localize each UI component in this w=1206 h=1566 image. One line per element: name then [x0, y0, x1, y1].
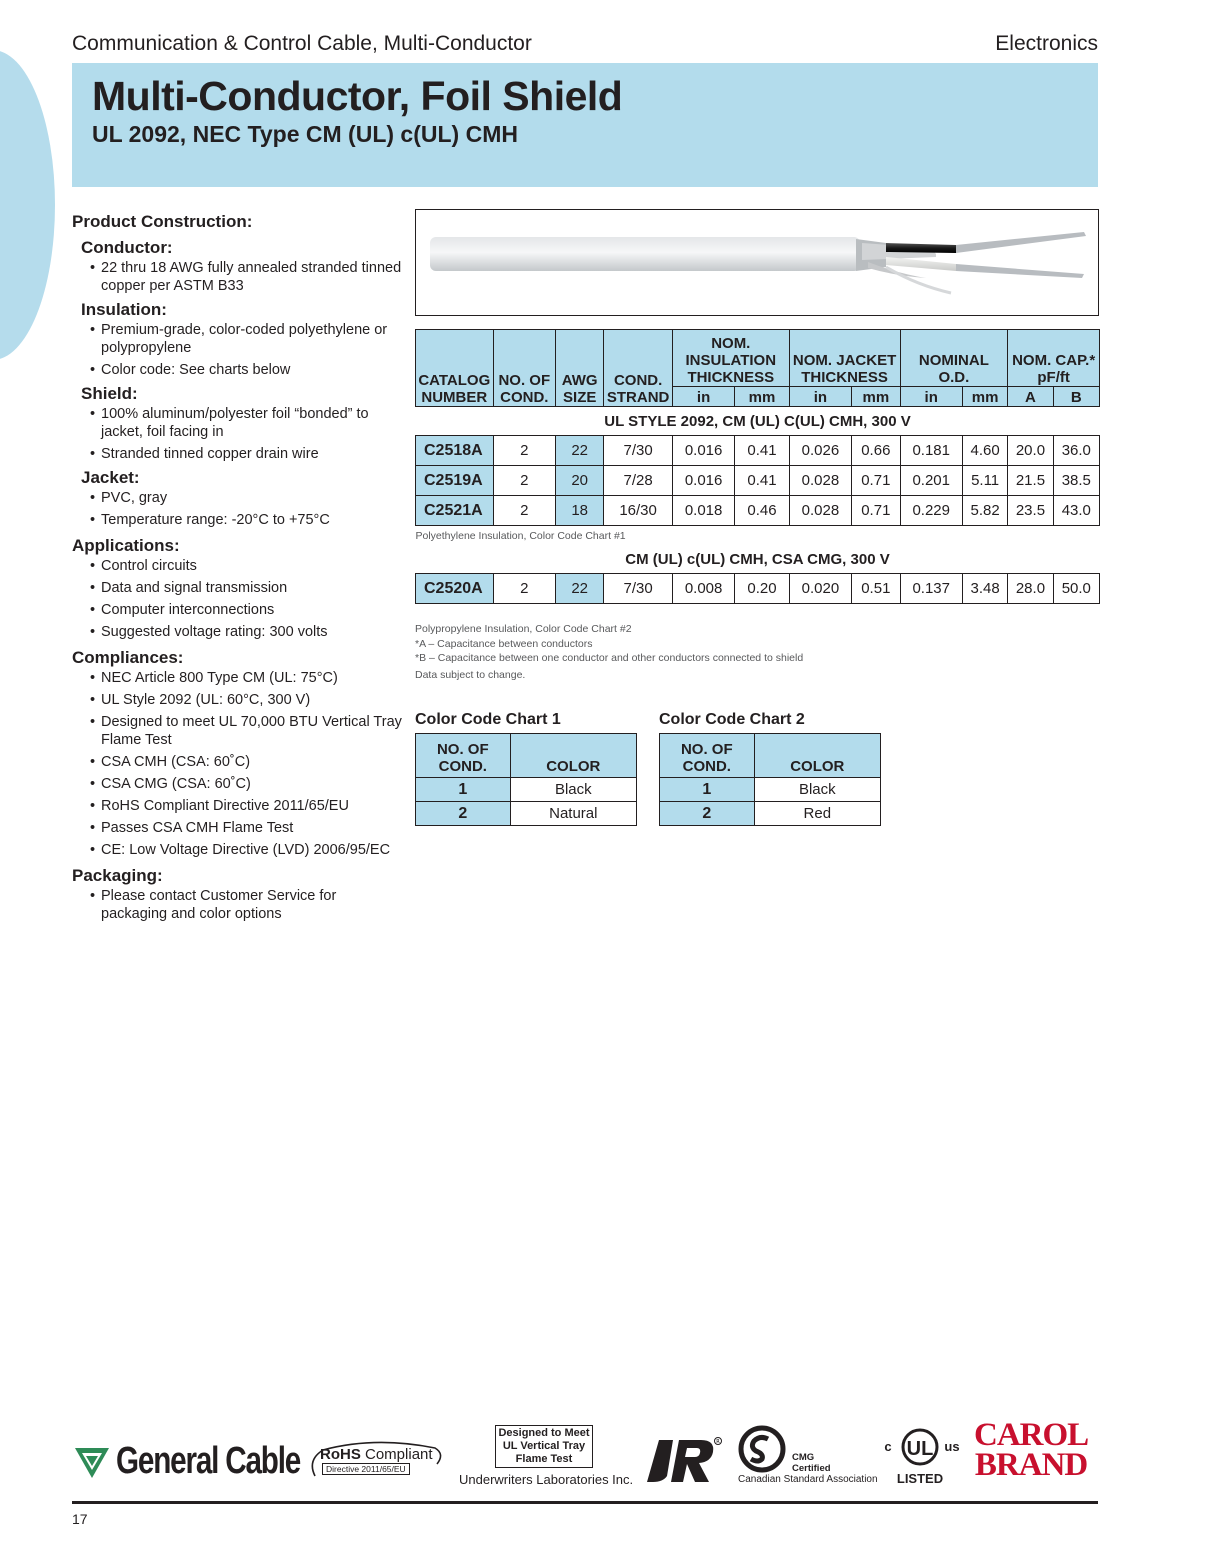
packaging-list	[90, 887, 402, 923]
unit-mm: mm	[735, 387, 789, 407]
flame-test-badge: Designed to Meet UL Vertical Tray Flame Test	[495, 1425, 593, 1468]
table-cell: 2	[493, 466, 555, 496]
table-cell: 43.0	[1053, 496, 1099, 526]
table-cell: 0.41	[735, 436, 789, 466]
svg-text:R: R	[716, 1439, 720, 1445]
list-item: • RoHS Compliant Directive 2011/65/EU	[90, 797, 402, 815]
jacket-list	[90, 489, 402, 529]
chart-title: Color Code Chart 2	[659, 711, 805, 728]
ul-lab-label: Underwriters Laboratories Inc.	[459, 1472, 634, 1487]
table-row	[660, 778, 881, 802]
cul-listed-logo	[880, 1425, 966, 1487]
cond-number: 1	[660, 778, 755, 802]
table-cell: 0.66	[852, 436, 900, 466]
csa-lab-label: Canadian Standard Association	[738, 1474, 878, 1485]
table-cell: 0.016	[672, 436, 734, 466]
color-value: Black	[510, 778, 636, 802]
brand-name: General Cable	[116, 1440, 301, 1482]
table-cell: 0.201	[900, 466, 962, 496]
table-cell: 28.0	[1008, 574, 1053, 604]
color-code-chart-1	[415, 710, 637, 826]
table-cell: 2	[493, 496, 555, 526]
list-item: • 100% aluminum/polyester foil “bonded” to jacket, foil facing in	[90, 405, 402, 441]
csa-logo	[738, 1425, 788, 1480]
ul-recognized-icon	[645, 1436, 725, 1489]
section-heading: CM (UL) c(UL) CMH, CSA CMG, 300 V	[625, 550, 890, 568]
list-item: • Stranded tinned copper drain wire	[90, 445, 402, 463]
list-item: • Suggested voltage rating: 300 volts	[90, 623, 402, 641]
table-row	[416, 574, 1100, 604]
jacket-heading: Jacket:	[81, 468, 140, 487]
table-cell: 4.60	[962, 436, 1007, 466]
page-title: Multi-Conductor, Foil Shield	[92, 73, 623, 119]
csa-icon	[738, 1425, 788, 1475]
color-value: Natural	[510, 802, 636, 826]
list-item: • PVC, gray	[90, 489, 402, 507]
footer-divider	[72, 1501, 1098, 1504]
csa-certified: CMG Certified	[792, 1452, 831, 1474]
catalog-number: C2521A	[416, 496, 494, 526]
insulation-heading: Insulation:	[81, 300, 167, 319]
packaging-heading: Packaging:	[72, 866, 163, 885]
unit-in: in	[789, 387, 851, 407]
list-item: • Premium-grade, color-coded polyethylene or polypropylene	[90, 321, 402, 357]
brand-text: BRAND	[974, 1447, 1088, 1483]
color-value: Black	[754, 778, 880, 802]
page-header	[72, 32, 1098, 60]
svg-text:us: us	[944, 1439, 960, 1454]
table-cell: 16/30	[604, 496, 673, 526]
catalog-header: CATALOG NUMBER	[416, 330, 494, 407]
list-item: • Temperature range: -20°C to +75°C	[90, 511, 402, 529]
side-tab-decoration	[0, 50, 55, 360]
table-row	[416, 466, 1100, 496]
color-value: Red	[754, 802, 880, 826]
jacket-header: NOM. JACKET THICKNESS	[789, 330, 900, 387]
table-row	[416, 436, 1100, 466]
unit-in: in	[900, 387, 962, 407]
cond-header: NO. OF COND.	[416, 734, 511, 778]
footnote-a: *A – Capacitance between conductors	[415, 637, 593, 650]
list-item: • Control circuits	[90, 557, 402, 575]
rohs-logo	[305, 1440, 445, 1480]
table-cell: 0.020	[789, 574, 851, 604]
table-row	[416, 802, 637, 826]
strand-header: COND. STRAND	[604, 330, 673, 407]
list-item: • UL Style 2092 (UL: 60°C, 300 V)	[90, 691, 402, 709]
catalog-number: C2519A	[416, 466, 494, 496]
table-cell: 38.5	[1053, 466, 1099, 496]
general-cable-icon	[72, 1442, 112, 1482]
color-header: COLOR	[754, 734, 880, 778]
list-item: • CSA CMH (CSA: 60˚C)	[90, 753, 402, 771]
table-cell: 0.028	[789, 466, 851, 496]
table-cell: 0.008	[672, 574, 734, 604]
cap-header: NOM. CAP.* pF/ft	[1008, 330, 1100, 387]
list-item: • Passes CSA CMH Flame Test	[90, 819, 402, 837]
cable-photo	[415, 209, 1099, 316]
table-cell: 0.229	[900, 496, 962, 526]
list-item: • Computer interconnections	[90, 601, 402, 619]
od-header: NOMINAL O.D.	[900, 330, 1008, 387]
table-cell: 3.48	[962, 574, 1007, 604]
svg-text:UL: UL	[906, 1438, 934, 1460]
table-cell: 22	[556, 574, 604, 604]
conductor-heading: Conductor:	[81, 238, 173, 257]
table-cell: 5.82	[962, 496, 1007, 526]
unit-mm: mm	[962, 387, 1007, 407]
table-cell: 0.41	[735, 466, 789, 496]
table-cell: 7/30	[604, 574, 673, 604]
cond-number: 2	[416, 802, 511, 826]
table-cell: 0.026	[789, 436, 851, 466]
rohs-label: RoHS Compliant	[320, 1446, 433, 1463]
insulation-list	[90, 321, 402, 379]
table-cell: 5.11	[962, 466, 1007, 496]
list-item: • Please contact Customer Service for packaging and color options	[90, 887, 402, 923]
table-cell: 21.5	[1008, 466, 1053, 496]
table-cell: 22	[556, 436, 604, 466]
page-subtitle: UL 2092, NEC Type CM (UL) c(UL) CMH	[92, 121, 518, 147]
cul-icon	[880, 1425, 966, 1487]
svg-text:c: c	[884, 1439, 892, 1454]
table-cell: 0.71	[852, 466, 900, 496]
category-label: Communication & Control Cable, Multi-Conductor	[72, 32, 532, 55]
table-cell: 2	[493, 574, 555, 604]
footnote-b: *B – Capacitance between one conductor and other conductors connected to shield	[415, 652, 804, 664]
awg-header: AWG SIZE	[556, 330, 604, 407]
catalog-number: C2518A	[416, 436, 494, 466]
color-code-chart-2	[659, 710, 881, 826]
table-cell: 0.018	[672, 496, 734, 526]
table-cell: 0.137	[900, 574, 962, 604]
table-footnotes	[415, 622, 803, 682]
unit-a: A	[1008, 387, 1053, 407]
table-row	[416, 496, 1100, 526]
table-cell: 0.016	[672, 466, 734, 496]
table-cell: 0.181	[900, 436, 962, 466]
page-number: 17	[72, 1511, 88, 1527]
rohs-directive: Directive 2011/65/EU	[322, 1463, 410, 1475]
table-cell: 0.71	[852, 496, 900, 526]
section-heading: UL STYLE 2092, CM (UL) C(UL) CMH, 300 V	[604, 412, 911, 430]
chart-title: Color Code Chart 1	[415, 711, 561, 728]
table-cell: 36.0	[1053, 436, 1099, 466]
cable-image	[416, 210, 1098, 315]
table-cell: 0.51	[852, 574, 900, 604]
applications-heading: Applications:	[72, 536, 180, 555]
shield-list	[90, 405, 402, 463]
list-item: • Designed to meet UL 70,000 BTU Vertical Tray Flame Test	[90, 713, 402, 749]
table-row	[416, 778, 637, 802]
insulation-header: NOM. INSULATION THICKNESS	[672, 330, 789, 387]
unit-mm: mm	[852, 387, 900, 407]
table-cell: 50.0	[1053, 574, 1099, 604]
catalog-number: C2520A	[416, 574, 494, 604]
list-item: • CSA CMG (CSA: 60˚C)	[90, 775, 402, 793]
title-band	[72, 63, 1098, 187]
product-description	[72, 205, 402, 927]
table-cell: 7/28	[604, 466, 673, 496]
table-cell: 0.46	[735, 496, 789, 526]
svg-text:LISTED: LISTED	[896, 1471, 944, 1486]
carol-brand-logo	[974, 1417, 1089, 1483]
table-cell: 0.20	[735, 574, 789, 604]
unit-in: in	[672, 387, 734, 407]
list-item: • 22 thru 18 AWG fully annealed stranded tinned copper per ASTM B33	[90, 259, 402, 295]
carol-text: CAROL	[974, 1417, 1089, 1453]
cond-number: 1	[416, 778, 511, 802]
table-cell: 23.5	[1008, 496, 1053, 526]
construction-heading: Product Construction:	[72, 212, 253, 231]
table-cell: 2	[493, 436, 555, 466]
cond-number: 2	[660, 802, 755, 826]
table-cell: 20.0	[1008, 436, 1053, 466]
list-item: • CE: Low Voltage Directive (LVD) 2006/95/EC	[90, 841, 402, 859]
applications-list	[90, 557, 402, 641]
cond-header: NO. OF COND.	[660, 734, 755, 778]
list-item: • Data and signal transmission	[90, 579, 402, 597]
footnote-insulation: Polypropylene Insulation, Color Code Chart #2	[415, 623, 632, 635]
cond-header: NO. OF COND.	[493, 330, 555, 407]
table-cell: 20	[556, 466, 604, 496]
table-cell: 18	[556, 496, 604, 526]
table-note: Polyethylene Insulation, Color Code Chart #1	[415, 529, 626, 542]
table-row	[660, 802, 881, 826]
section-label: Electronics	[995, 32, 1098, 55]
conductor-list	[90, 259, 402, 295]
spec-table	[415, 329, 1100, 604]
footnote-change: Data subject to change.	[415, 668, 526, 681]
compliances-heading: Compliances:	[72, 648, 184, 667]
shield-heading: Shield:	[81, 384, 138, 403]
table-cell: 7/30	[604, 436, 673, 466]
compliances-list	[90, 669, 402, 859]
unit-b: B	[1053, 387, 1099, 407]
list-item: • NEC Article 800 Type CM (UL: 75°C)	[90, 669, 402, 687]
table-cell: 0.028	[789, 496, 851, 526]
color-header: COLOR	[510, 734, 636, 778]
list-item: • Color code: See charts below	[90, 361, 402, 379]
